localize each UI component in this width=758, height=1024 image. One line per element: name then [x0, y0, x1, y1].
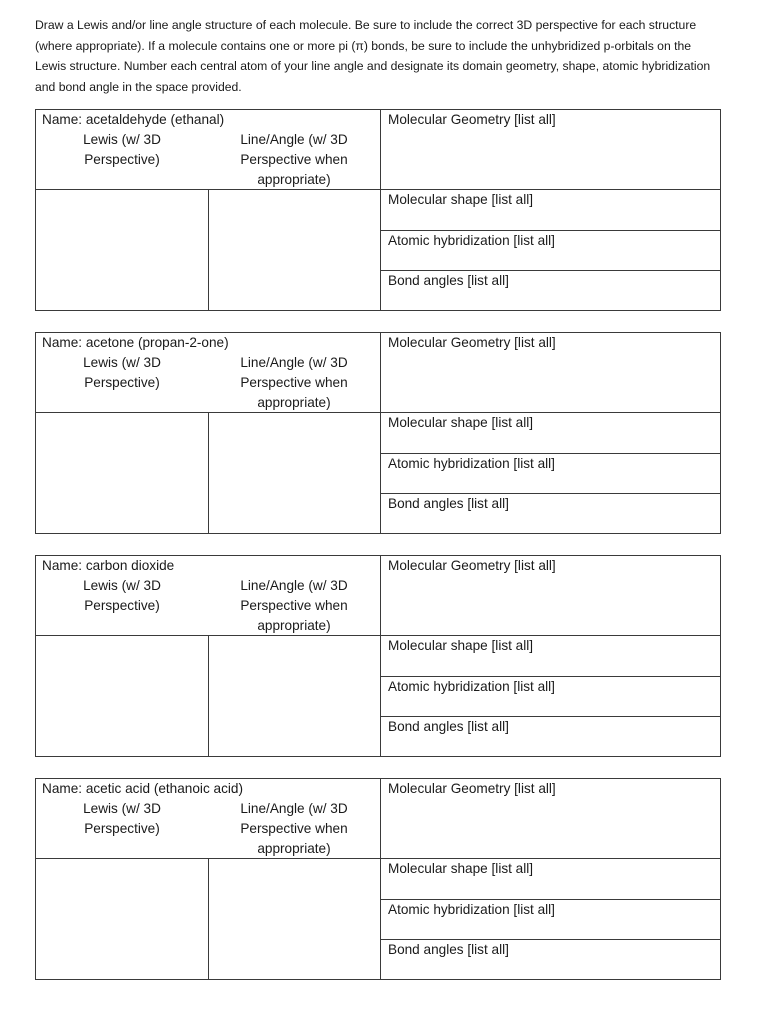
divider [208, 635, 209, 756]
molecule-table [35, 332, 721, 534]
hybridization-cell[interactable] [381, 677, 720, 717]
molecule-name: Name: acetic acid (ethanoic acid) [42, 781, 243, 796]
answer-column [381, 110, 720, 310]
geometry-label: Molecular Geometry [list all] [388, 112, 556, 127]
lewis-header-line: Lewis (w/ 3D [83, 578, 161, 593]
hybridization-label: Atomic hybridization [list all] [388, 902, 555, 917]
hybridization-cell[interactable] [381, 454, 720, 494]
geometry-label: Molecular Geometry [list all] [388, 335, 556, 350]
line-angle-header-line: appropriate) [257, 395, 331, 410]
hybridization-label: Atomic hybridization [list all] [388, 456, 555, 471]
lewis-header-line: Lewis (w/ 3D [83, 801, 161, 816]
hybridization-cell[interactable] [381, 231, 720, 271]
answer-column [381, 556, 720, 756]
line-angle-header-line: appropriate) [257, 841, 331, 856]
line-angle-header-line: Perspective when [240, 821, 348, 836]
structure-area [36, 110, 381, 310]
lewis-header-line: Perspective) [84, 375, 160, 390]
geometry-cell[interactable] [381, 779, 720, 859]
answer-column [381, 333, 720, 533]
answer-column [381, 779, 720, 979]
hybridization-label: Atomic hybridization [list all] [388, 233, 555, 248]
structure-area [36, 333, 381, 533]
line-angle-header-line: Perspective when [240, 598, 348, 613]
lewis-header-line: Perspective) [84, 821, 160, 836]
line-angle-header [208, 130, 380, 190]
line-angle-header-line: Line/Angle (w/ 3D [240, 355, 348, 370]
shape-cell[interactable] [381, 190, 720, 231]
bond-angles-label: Bond angles [list all] [388, 942, 509, 957]
bond-angles-label: Bond angles [list all] [388, 719, 509, 734]
hybridization-label: Atomic hybridization [list all] [388, 679, 555, 694]
shape-cell[interactable] [381, 859, 720, 900]
molecule-name: Name: carbon dioxide [42, 558, 175, 573]
shape-label: Molecular shape [list all] [388, 638, 534, 653]
line-angle-header-line: Line/Angle (w/ 3D [240, 132, 348, 147]
bond-angles-cell[interactable] [381, 717, 720, 756]
shape-label: Molecular shape [list all] [388, 415, 534, 430]
geometry-cell[interactable] [381, 110, 720, 190]
molecule-name: Name: acetaldehyde (ethanal) [42, 112, 225, 127]
line-angle-header-line: Line/Angle (w/ 3D [240, 578, 348, 593]
divider [208, 189, 209, 310]
bond-angles-cell[interactable] [381, 940, 720, 979]
bond-angles-cell[interactable] [381, 494, 720, 533]
bond-angles-label: Bond angles [list all] [388, 496, 509, 511]
line-angle-header-line: appropriate) [257, 172, 331, 187]
geometry-cell[interactable] [381, 556, 720, 636]
lewis-header-line: Lewis (w/ 3D [83, 132, 161, 147]
lewis-header-line: Lewis (w/ 3D [83, 355, 161, 370]
shape-label: Molecular shape [list all] [388, 861, 534, 876]
line-angle-header-line: Perspective when [240, 152, 348, 167]
shape-cell[interactable] [381, 413, 720, 454]
lewis-header [36, 353, 208, 393]
molecule-table [35, 109, 721, 311]
shape-cell[interactable] [381, 636, 720, 677]
geometry-label: Molecular Geometry [list all] [388, 781, 556, 796]
line-angle-header-line: Line/Angle (w/ 3D [240, 801, 348, 816]
bond-angles-label: Bond angles [list all] [388, 273, 509, 288]
geometry-label: Molecular Geometry [list all] [388, 558, 556, 573]
molecule-name: Name: acetone (propan-2-one) [42, 335, 229, 350]
lewis-header [36, 799, 208, 839]
line-angle-header-line: appropriate) [257, 618, 331, 633]
line-angle-header [208, 353, 380, 413]
lewis-header [36, 576, 208, 616]
molecule-table [35, 778, 721, 980]
shape-label: Molecular shape [list all] [388, 192, 534, 207]
divider [208, 858, 209, 979]
geometry-cell[interactable] [381, 333, 720, 413]
hybridization-cell[interactable] [381, 900, 720, 940]
structure-area [36, 779, 381, 979]
line-angle-header [208, 799, 380, 859]
lewis-header-line: Perspective) [84, 598, 160, 613]
structure-area [36, 556, 381, 756]
line-angle-header-line: Perspective when [240, 375, 348, 390]
instructions-text: Draw a Lewis and/or line angle structure of each molecule. Be sure to include the correct 3D perspective for each structure (where appropriate). If a molecule contains one or more pi (π) bonds, be sure to include the unhybridized p-orbitals on the Lewis structure. Number each central atom of your line angle and designate its domain geometry, shape, atomic hybridization and bond angle in the space provided. [35, 18, 711, 94]
bond-angles-cell[interactable] [381, 271, 720, 310]
molecule-table [35, 555, 721, 757]
lewis-header-line: Perspective) [84, 152, 160, 167]
divider [208, 412, 209, 533]
lewis-header [36, 130, 208, 170]
line-angle-header [208, 576, 380, 636]
